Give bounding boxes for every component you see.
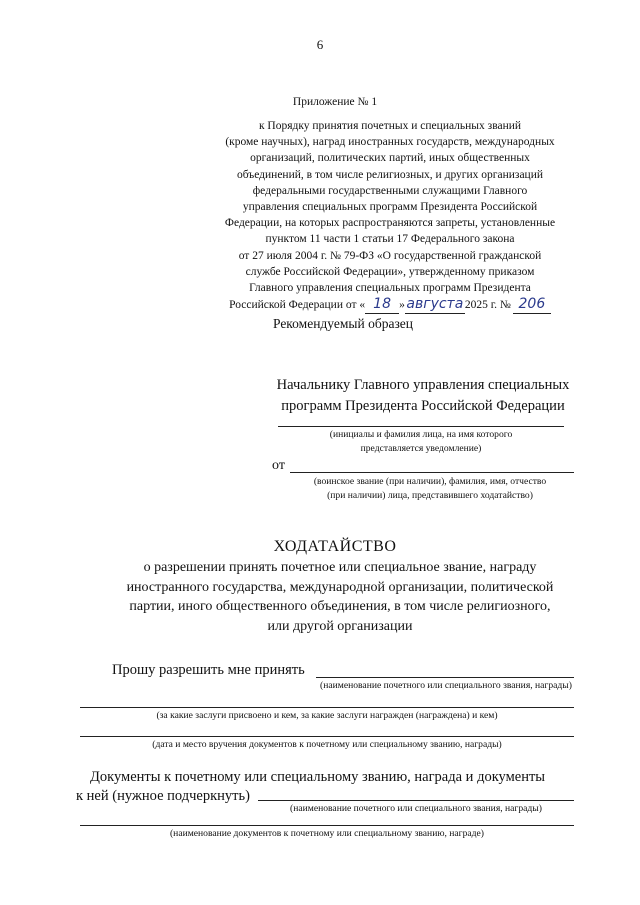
appendix-line: к Порядку принятия почетных и специальных званий	[258, 120, 522, 132]
documents-list-hint: (наименование документов к почетному или специальному званию, награде)	[169, 828, 485, 839]
addressee-line-1: Начальнику Главного управления специальных	[276, 377, 570, 393]
request-text: Прошу разрешить мне принять	[112, 662, 305, 678]
appendix-line: Главного управления специальных программ Президента	[249, 282, 531, 295]
addressee-hint-line-1: (инициалы и фамилия лица, на имя которого	[329, 429, 513, 440]
handwritten-number: 206	[518, 296, 546, 313]
documents-line-2: к ней (нужное подчеркнуть)	[76, 788, 250, 804]
date-place-field[interactable]	[80, 736, 574, 737]
appendix-line: от 27 июля 2004 г. № 79-ФЗ «О государственной гражданской	[238, 249, 542, 262]
documents-list-field[interactable]	[80, 825, 574, 826]
page-number: 6	[316, 37, 324, 52]
from-hint-line-2: (при наличии) лица, представившего ходатайство)	[327, 490, 533, 501]
subtitle-line: о разрешении принять почетное или специальное звание, награду	[143, 560, 537, 575]
document-title: ХОДАТАЙСТВО	[273, 538, 397, 555]
addressee-hint	[278, 428, 564, 456]
addressee-line-2: программ Президента Российской Федерации	[281, 398, 565, 414]
appendix-line: службе Российской Федерации», утвержденному приказом	[245, 265, 535, 278]
appendix-line: федеральными государственными служащими Главного	[252, 184, 528, 197]
from-hint-line-1: (воинское звание (при наличии), фамилия, имя, отчество	[313, 476, 547, 487]
handwritten-month: августа	[406, 296, 464, 313]
date-place-hint: (дата и место вручения документов к почетному или специальному званию, награды)	[152, 739, 502, 750]
appendix-quote-close: »	[399, 299, 405, 312]
merits-hint: (за какие заслуги присвоено и кем, за какие заслуги награжден (награждена) и кем)	[156, 710, 498, 721]
subtitle-line: партии, иного общественного объединения, в том числе религиозного,	[129, 599, 551, 614]
addressee-name-field[interactable]	[278, 426, 564, 427]
subtitle-line: или другой организации	[267, 618, 413, 634]
handwritten-day: 18	[373, 296, 391, 313]
appendix-line: объединений, в том числе религиозных, и других организаций	[236, 168, 544, 181]
appendix-year: 2025 г. №	[464, 299, 511, 312]
award-name-hint: (наименование почетного или специального звания, награды)	[320, 680, 572, 691]
appendix-title: Приложение № 1	[292, 96, 378, 108]
subtitle-line: иностранного государства, международной организации, политической	[126, 579, 554, 595]
documents-award-field[interactable]	[258, 800, 574, 801]
award-name-field[interactable]	[316, 677, 574, 678]
appendix-line: управления специальных программ Президента Российской	[242, 201, 538, 214]
from-field[interactable]	[290, 472, 574, 473]
merits-field[interactable]	[80, 707, 574, 708]
appendix-date-prefix: Российской Федерации от «	[229, 299, 366, 312]
from-hint	[280, 475, 580, 503]
appendix-line: пунктом 11 части 1 статьи 17 Федерального закона	[265, 233, 515, 246]
addressee-block	[258, 375, 588, 417]
appendix-date-line	[196, 296, 584, 314]
appendix-line: (кроме научных), наград иностранных государств, международных	[225, 136, 555, 149]
addressee-hint-line-2: представляется уведомление)	[360, 443, 482, 454]
document-subtitle	[60, 558, 620, 636]
appendix-line: организаций, политических партий, иных общественных	[250, 152, 530, 165]
documents-line-1: Документы к почетному или специальному званию, награда и документы	[90, 769, 546, 785]
recommended-sample-label: Рекомендуемый образец	[272, 316, 413, 331]
appendix-line: Федерации, на которых распространяются запреты, установленные	[224, 217, 556, 230]
from-label: от	[272, 458, 285, 473]
documents-award-hint: (наименование почетного или специального звания, награды)	[290, 803, 542, 814]
appendix-body	[196, 118, 584, 314]
